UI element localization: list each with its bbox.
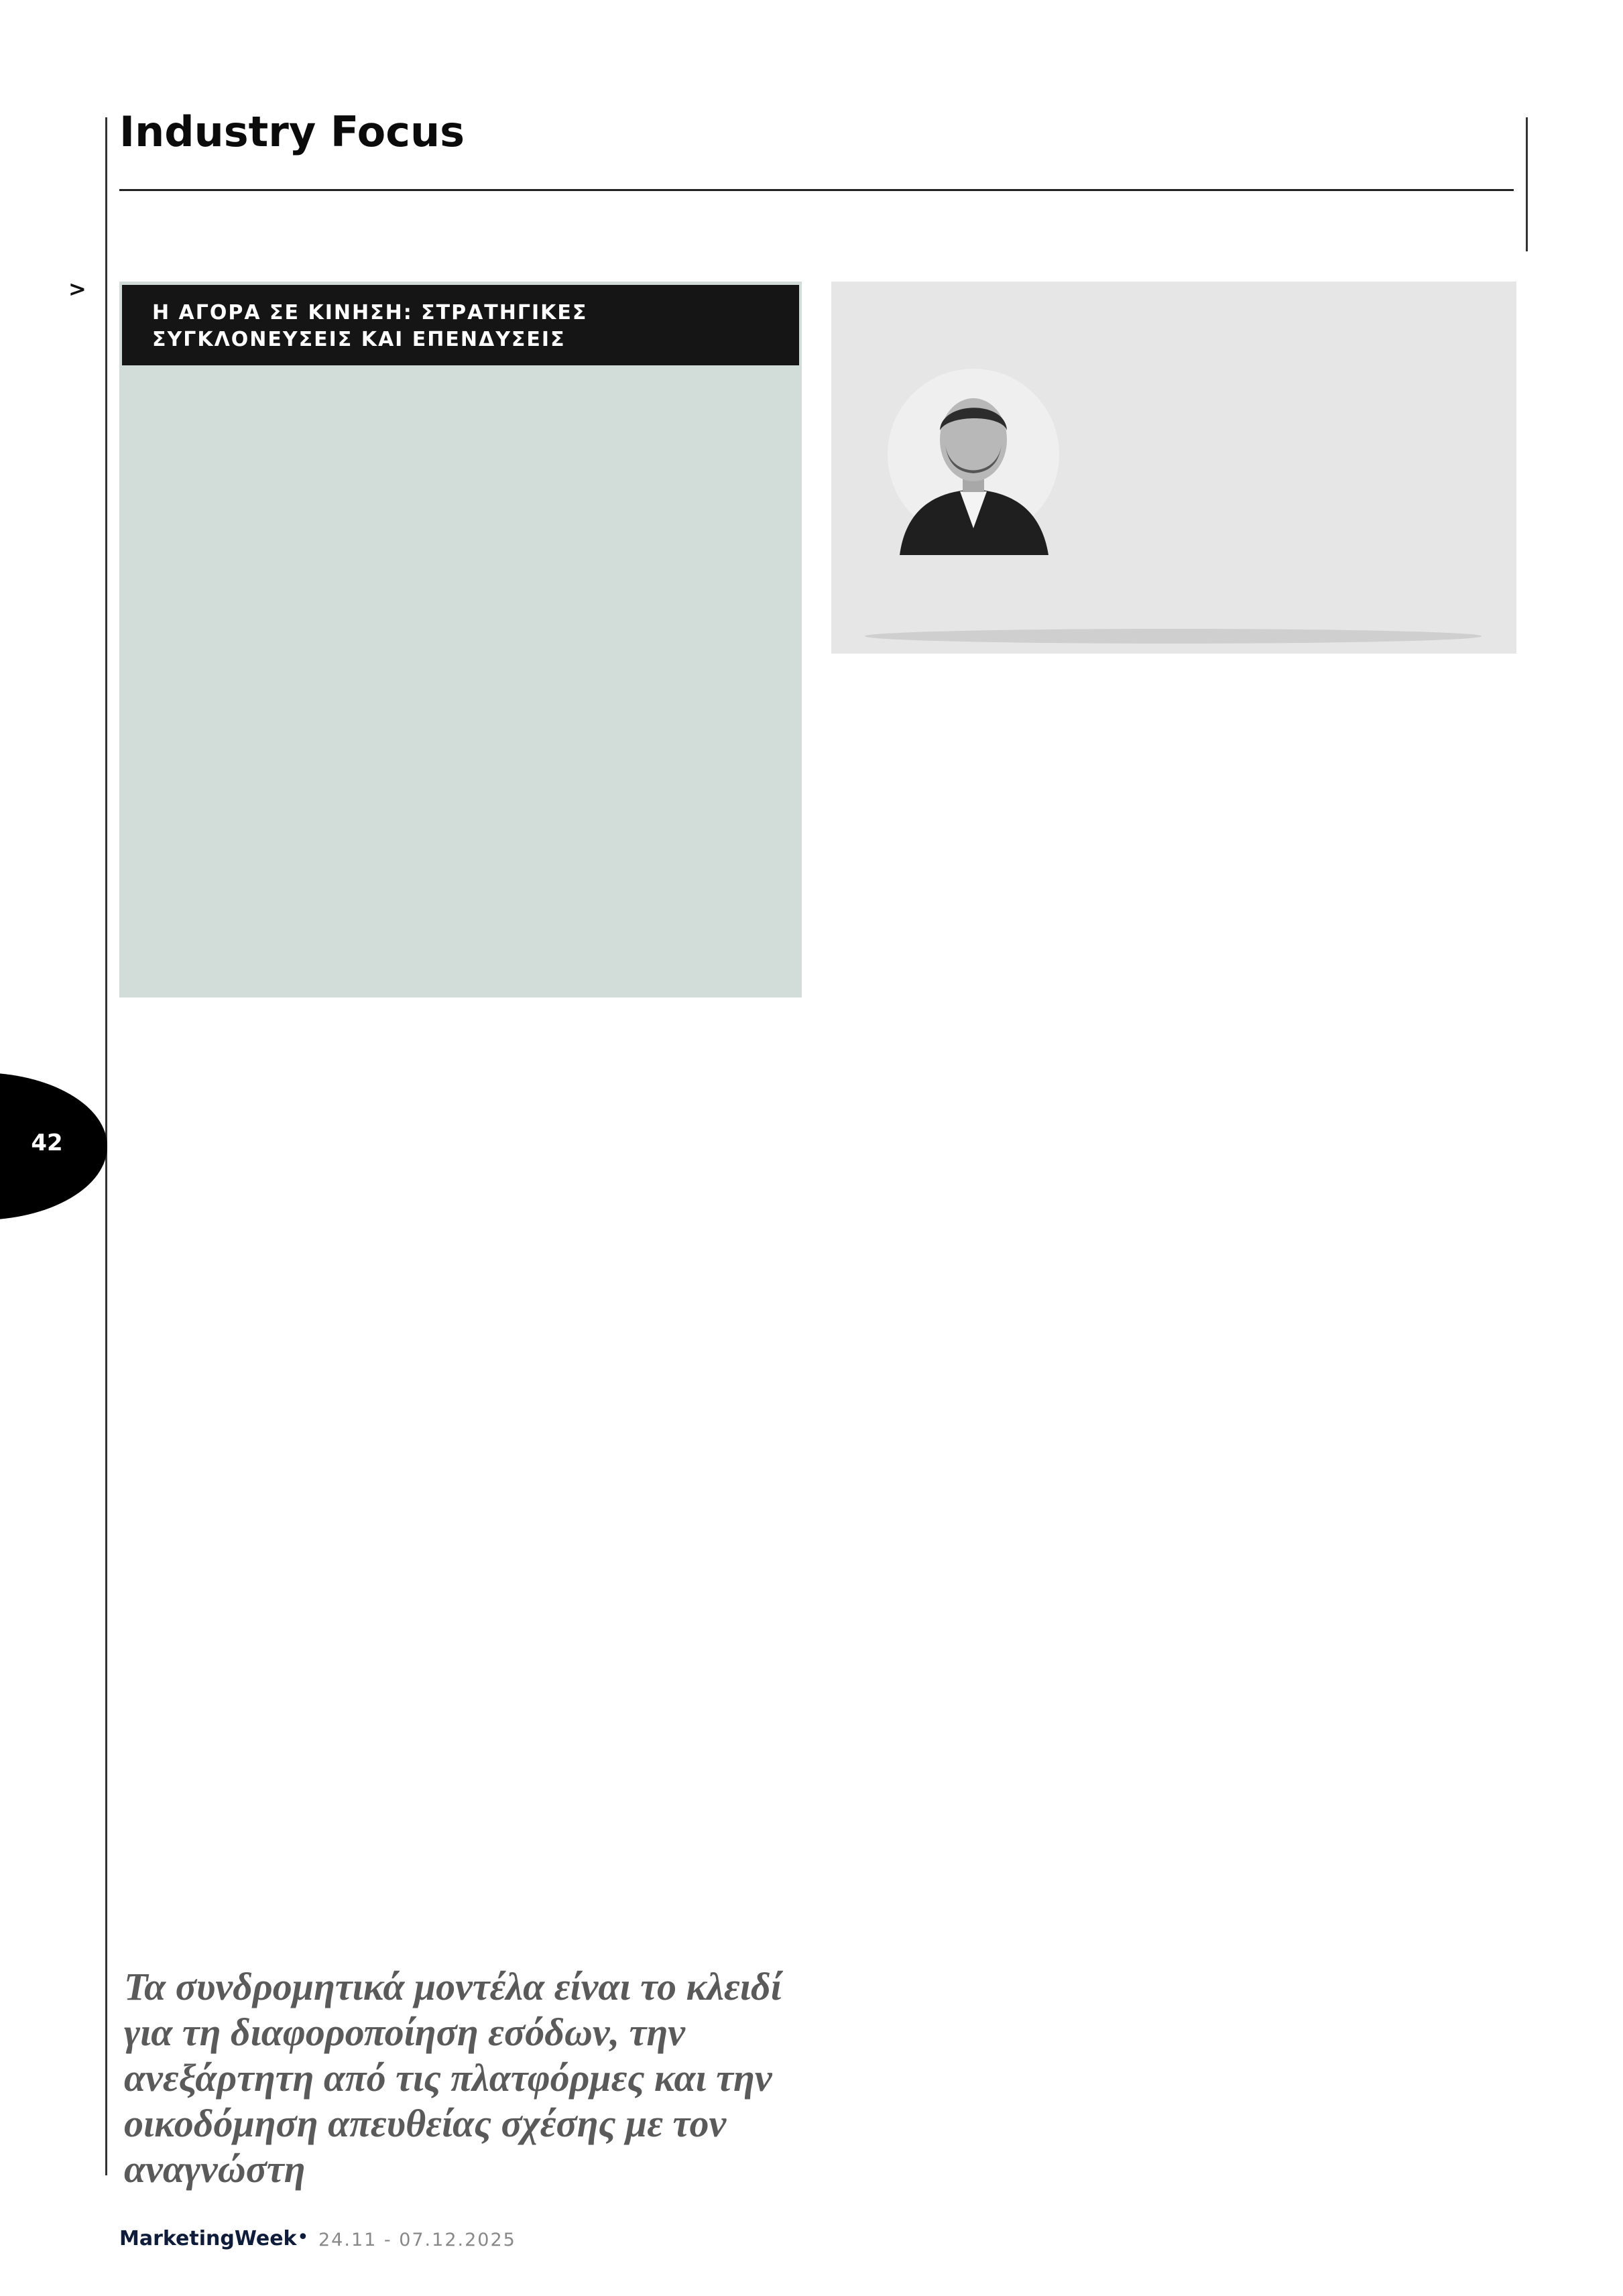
sidebar-heading-bar [122,285,799,365]
header-rule [119,189,1514,191]
sidebar-heading: Η ΑΓΟΡΑ ΣΕ ΚΙΝΗΣΗ: ΣΤΡΑΤΗΓΙΚΕΣ ΣΥΓΚΛΟΝΕΥΣΕΙΣ ΚΑΙ ΕΠΕΝΔΥΣΕΙΣ [152,301,588,351]
quote-box-shadow [865,629,1482,644]
portrait-photo [886,361,1061,555]
section-title: Industry Focus [119,107,465,156]
footer-brand: MarketingWeek [119,2227,297,2250]
sidebar-quote-box [831,282,1516,654]
page-number: 42 [31,1130,63,1156]
sidebar-market-box [119,282,802,998]
right-margin-rule [1526,117,1528,251]
pull-quote: Τα συνδρομητικά μοντέλα είναι το κλειδί για τη διαφοροποίηση εσόδων, την ανεξάρτητη από τις πλατφόρμες και την οικοδόμηση απευθείας σχέσης με τον αναγνώστη [124,1965,782,2191]
nav-marker[interactable]: > [68,276,86,302]
footer-separator: • [297,2226,309,2249]
footer-issue-dates: 24.11 - 07.12.2025 [318,2230,516,2250]
